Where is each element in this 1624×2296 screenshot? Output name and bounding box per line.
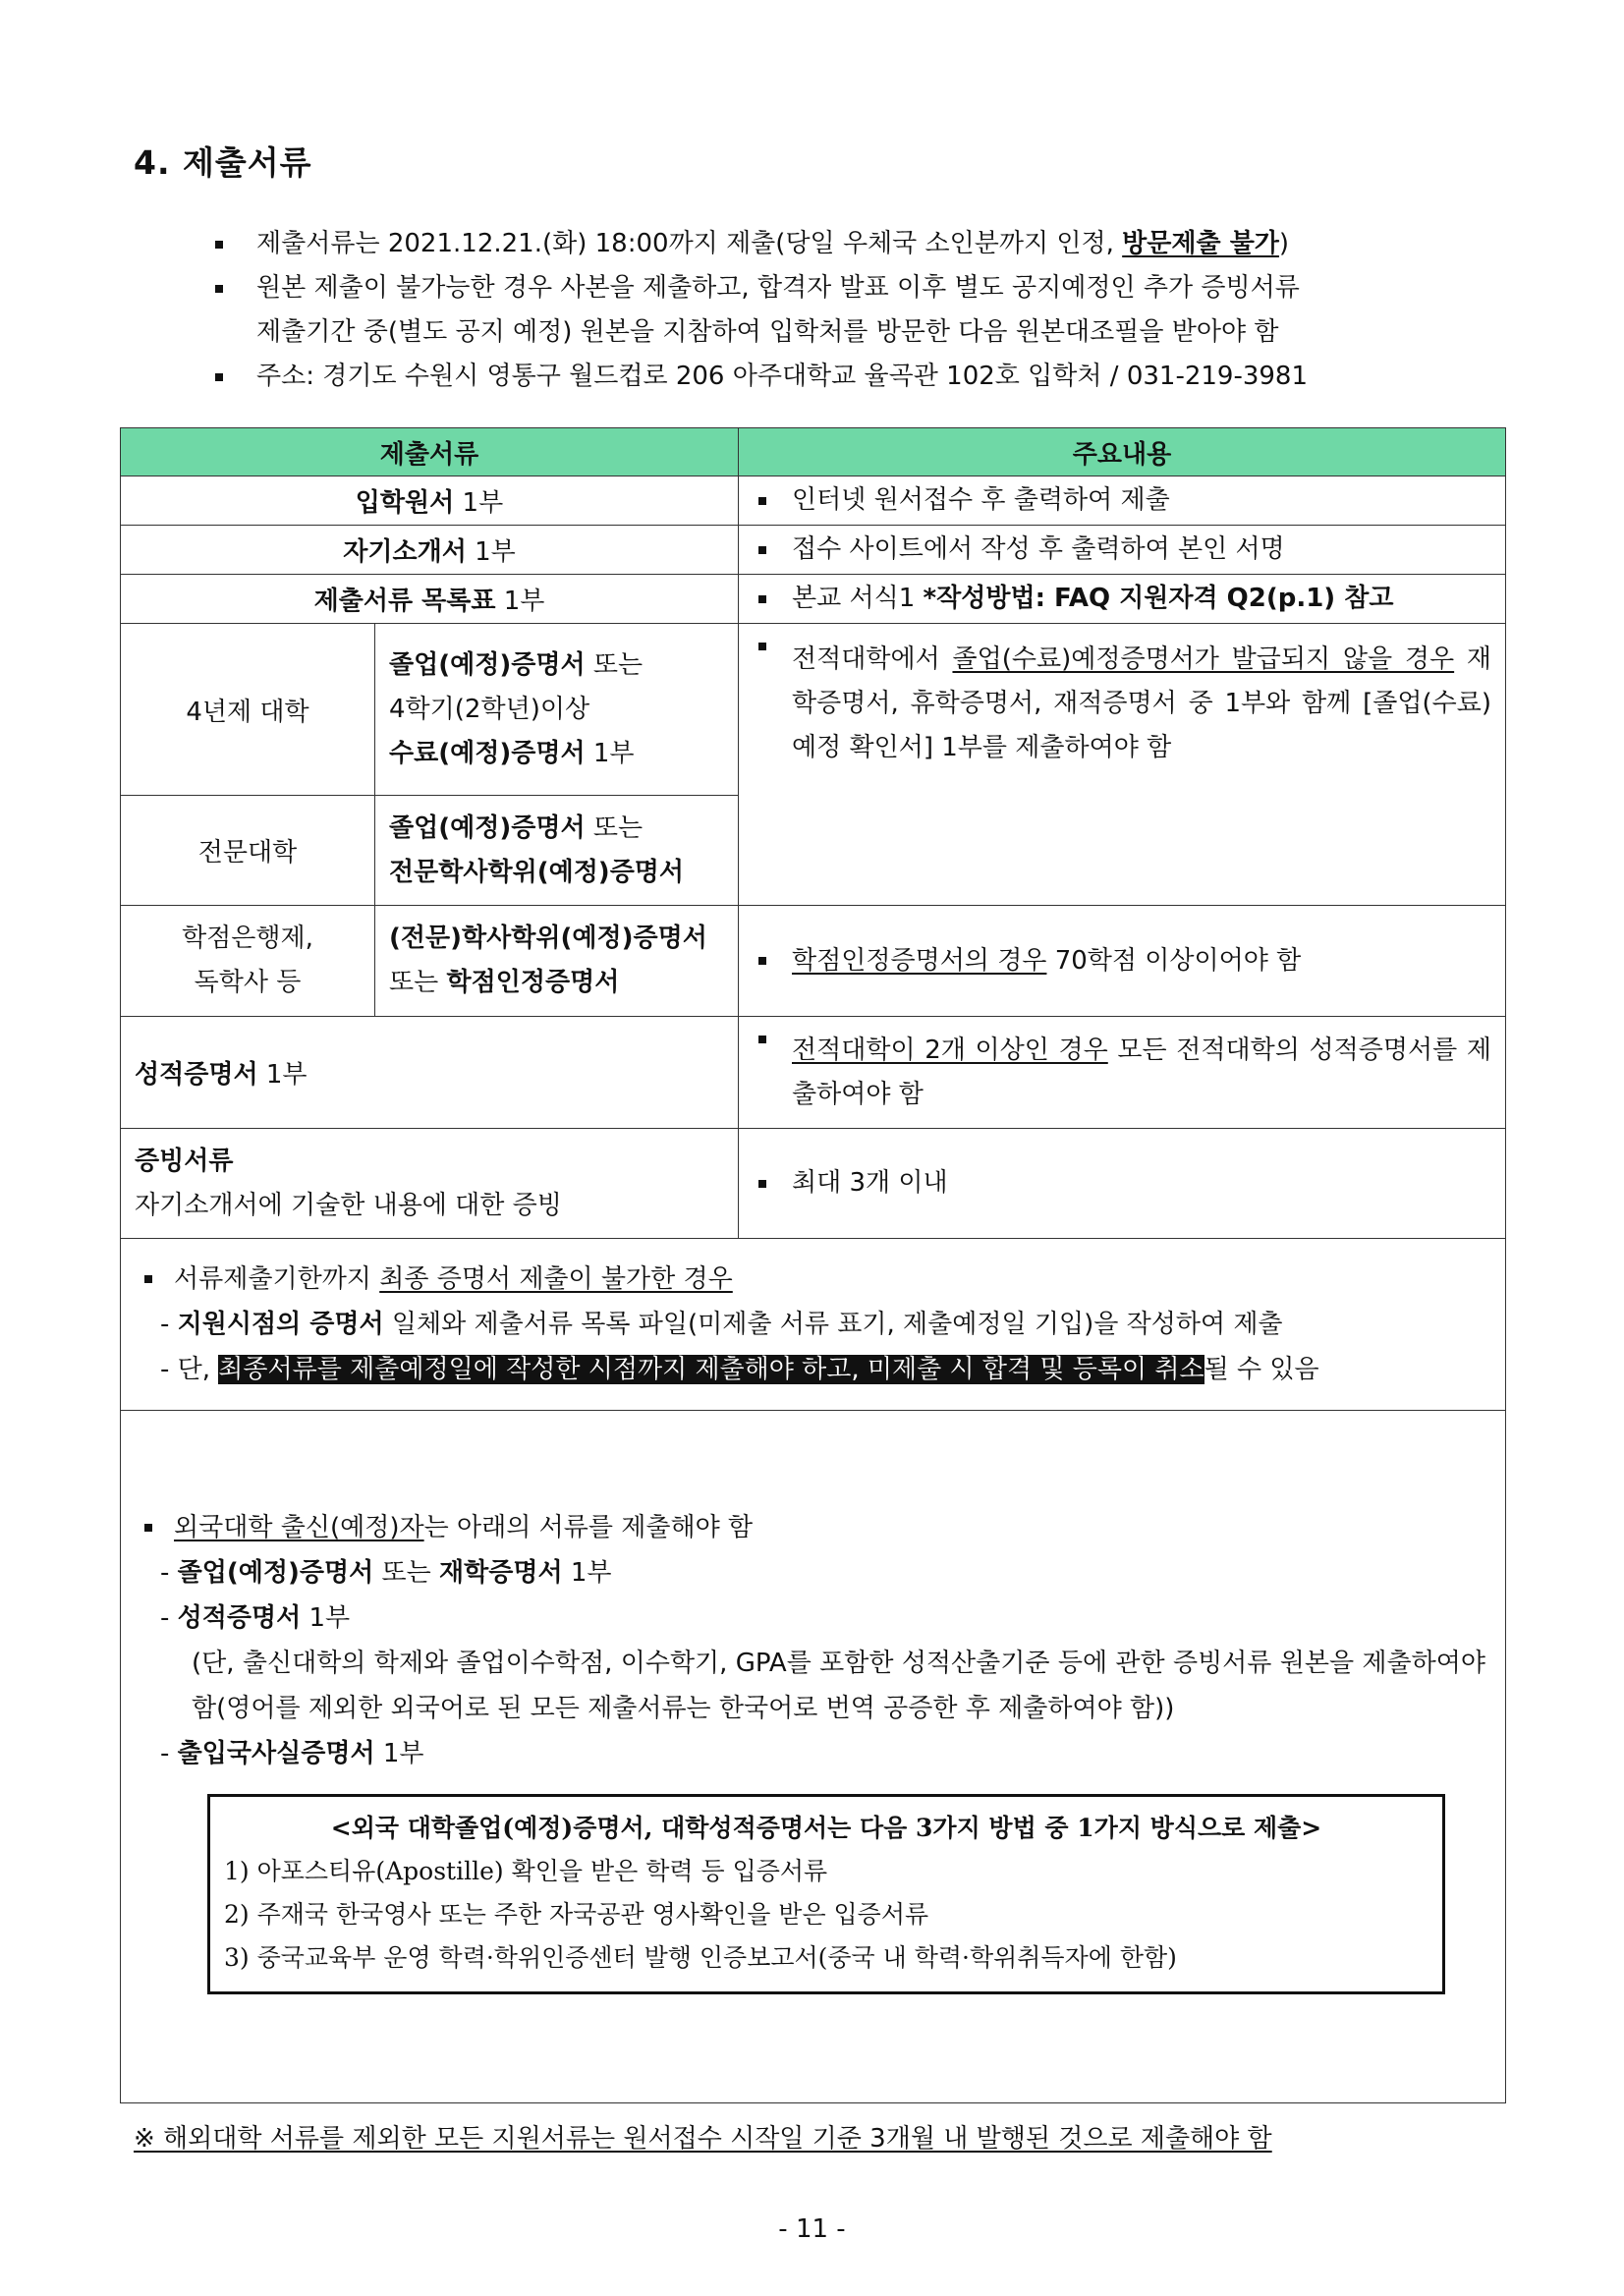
deadline-text: 제출서류는 2021.12.21.(화) 18:00까지 제출(당일 우체국 소인분까지 인정, bbox=[256, 229, 1123, 258]
submission-methods-box bbox=[207, 1794, 1445, 1994]
category-credit: 학점은행제, 독학사 등 bbox=[121, 906, 375, 1017]
note-final-documents: 서류제출기한까지 최종 증명서 제출이 불가한 경우 - 지원시점의 증명서 일체와 제출서류 목록 파일(미제출 서류 표기, 제출예정일 기입)을 작성하여 제출 - 단, 최종서류를 제출예정일에 작성한 시점까지 제출해야 하고, 미제출 시 합격 및 등록이 취소될 수 있음 bbox=[121, 1239, 1506, 1411]
table-row bbox=[121, 1239, 1506, 1411]
table-row bbox=[121, 526, 1506, 575]
desc-transcript: 전적대학이 2개 이상인 경우 모든 전적대학의 성적증명서를 제출하여야 함 bbox=[739, 1017, 1506, 1129]
box-item-china: 3) 중국교육부 운영 학력·학위인증센터 발행 인증보고서(중국 내 학력·학위취득자에 한함) bbox=[224, 1943, 1177, 1972]
header-documents: 제출서류 bbox=[121, 428, 739, 476]
cancellation-highlight: 최종서류를 제출예정일에 작성한 시점까지 제출해야 하고, 미제출 시 합격 및 등록이 취소 bbox=[218, 1355, 1204, 1384]
table-row bbox=[121, 1017, 1506, 1129]
original-line2: 제출기간 중(별도 공지 예정) 원본을 지참하여 입학처를 방문한 다음 원본대조필을 받아야 함 bbox=[256, 317, 1279, 347]
doc-4yr: 졸업(예정)증명서 또는 4학기(2학년)이상 수료(예정)증명서 1부 bbox=[375, 624, 739, 796]
desc-self-intro: 접수 사이트에서 작성 후 출력하여 본인 서명 bbox=[739, 526, 1506, 575]
doc-college: 졸업(예정)증명서 또는 전문학사학위(예정)증명서 bbox=[375, 796, 739, 906]
note-foreign-university: 외국대학 출신(예정)자는 아래의 서류를 제출해야 함 - 졸업(예정)증명서 또는 재학증명서 1부 - 성적증명서 1부 (단, 출신대학의 학제와 졸업이수학점, 이수학기, GPA를 포함한 성적산출기준 등에 관한 증빙서류 원본을 제출하여야 함(영어를 제외한 외국어로 된 모든 제출서류는 한국어로 번역 공증한 후 제출하여야 함)) - 출입국사실증명서 1부 <외국 대학졸업(예정)증명서, 대학성적증명서는 다음 3가지 방법 중 1가지 방식으로 제출> 1) 아포스티유(Apostille) 확인을 받은 학력 등 입증서류 2) 주재국 한국영사 또는 주한 자국공관 영사확인을 받은 입증서류 3) 중국교육부 운영 학력·학위인증센터 발행 인증보고서(중국 내 학력·학위취득자에 한함) bbox=[121, 1411, 1506, 2103]
doc-application: 입학원서 1부 bbox=[121, 476, 739, 526]
intro-bullet-deadline bbox=[211, 222, 1508, 266]
box-title: <외국 대학졸업(예정)증명서, 대학성적증명서는 다음 3가지 방법 중 1가지 방식으로 제출> bbox=[330, 1814, 1322, 1842]
desc-graduation-merged: 전적대학에서 졸업(수료)예정증명서가 발급되지 않을 경우 재학증명서, 휴학증명서, 재적증명서 중 1부와 함께 [졸업(수료)예정 확인서] 1부를 제출하여야 함 bbox=[739, 624, 1506, 906]
doc-transcript: 성적증명서 1부 bbox=[121, 1017, 739, 1129]
no-visit-emphasis: 방문제출 불가 bbox=[1122, 229, 1279, 258]
desc-credit: 학점인정증명서의 경우 70학점 이상이어야 함 bbox=[739, 906, 1506, 1017]
table-row bbox=[121, 1411, 1506, 2103]
desc-evidence: 최대 3개 이내 bbox=[739, 1129, 1506, 1239]
original-line1: 원본 제출이 불가능한 경우 사본을 제출하고, 합격자 발표 이후 별도 공지예정인 추가 증빙서류 bbox=[256, 273, 1300, 303]
table-row bbox=[121, 906, 1506, 1017]
box-item-apostille: 1) 아포스티유(Apostille) 확인을 받은 학력 등 입증서류 bbox=[224, 1857, 828, 1885]
doc-self-intro: 자기소개서 1부 bbox=[121, 526, 739, 575]
header-content: 주요내용 bbox=[739, 428, 1506, 476]
footer-note: ※ 해외대학 서류를 제외한 모든 지원서류는 원서접수 시작일 기준 3개월 내 발행된 것으로 제출해야 함 bbox=[134, 2124, 1272, 2154]
section-title: 4. 제출서류 bbox=[134, 143, 312, 182]
table-row bbox=[121, 624, 1506, 796]
desc-application: 인터넷 원서접수 후 출력하여 제출 bbox=[739, 476, 1506, 526]
doc-list: 제출서류 목록표 1부 bbox=[121, 575, 739, 624]
doc-credit: (전문)학사학위(예정)증명서 또는 학점인정증명서 bbox=[375, 906, 739, 1017]
box-item-consul: 2) 주재국 한국영사 또는 주한 자국공관 영사확인을 받은 입증서류 bbox=[224, 1900, 929, 1929]
table-row bbox=[121, 575, 1506, 624]
table-row bbox=[121, 1129, 1506, 1239]
table-row bbox=[121, 476, 1506, 526]
intro-bullet-address: 주소: 경기도 수원시 영통구 월드컵로 206 아주대학교 율곡관 102호 입학처 / 031-219-3981 bbox=[211, 355, 1508, 399]
deadline-end: ) bbox=[1278, 229, 1290, 258]
documents-table bbox=[120, 427, 1506, 2103]
category-college: 전문대학 bbox=[121, 796, 375, 906]
category-4yr: 4년제 대학 bbox=[121, 624, 375, 796]
intro-bullet-original bbox=[211, 266, 1508, 355]
page-number: - 11 - bbox=[778, 2214, 846, 2244]
doc-evidence: 증빙서류 자기소개서에 기술한 내용에 대한 증빙 bbox=[121, 1129, 739, 1239]
desc-list: 본교 서식1 *작성방법: FAQ 지원자격 Q2(p.1) 참고 bbox=[739, 575, 1506, 624]
intro-bullet-list bbox=[211, 222, 1508, 399]
